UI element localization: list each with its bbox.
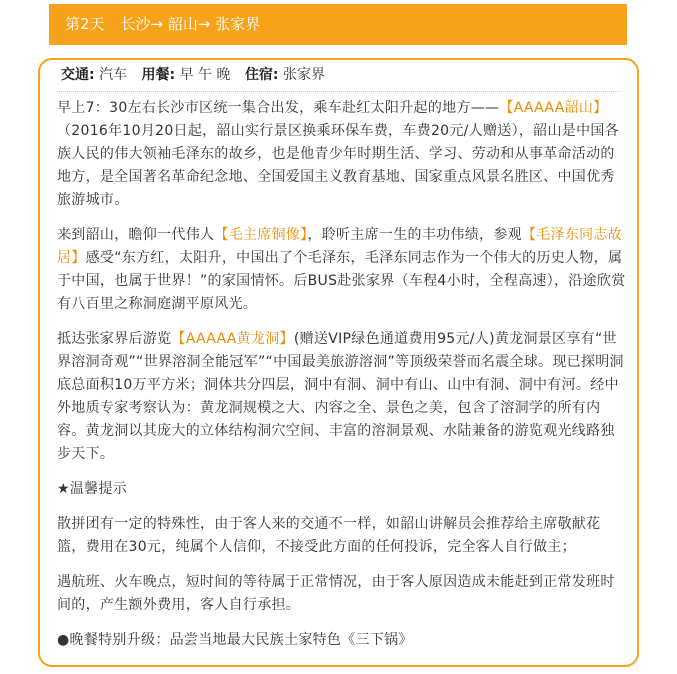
p2-text-b: ，聆听主席一生的丰功伟绩，参观 bbox=[307, 227, 522, 243]
p2-text-c: 感受“东方红，太阳升，中国出了个毛泽东，毛泽东同志作为一个伟大的历史人物，属于中国，也属于世界！”的家国情怀。后BUS赴张家界（车程4小时，全程高速），沿途欣赏有八百里之称洞庭湖平原风光。 bbox=[57, 250, 626, 312]
meal-value: 早 午 晚 bbox=[179, 67, 231, 83]
paragraph-mao-statue bbox=[57, 224, 627, 316]
transport-label: 交通: bbox=[61, 67, 95, 83]
p3-text-b: (赠送VIP绿色通道费用95元/人)黄龙洞景区享有“世界溶洞奇观”“世界溶洞全能冠军”“中国最美旅游溶洞”等顶级荣誉而名震全球。现已探明洞底总面积10万平方米；洞体共分四层，洞中有洞、洞中有山、山中有洞、洞中有河。经中外地质专家考察认为：黄龙洞规模之大、内容之全、景色之美，包含了溶洞学的所有内容。黄龙洞以其庞大的立体结构洞穴空间、丰富的溶洞景观、水陆兼备的游览观光线路独步天下。 bbox=[57, 331, 624, 462]
travel-meta bbox=[61, 65, 325, 85]
p1-text-b: （2016年10月20日起，韶山实行景区换乘环保车费，车费20元/人赠送），韶山是中国各族人民的伟大领袖毛泽东的故乡，也是他青少年时期生活、学习、劳动和从事革命活动的地方，是全国著名革命纪念地、全国爱国主义教育基地、国家重点风景名胜区、中国优秀旅游城市。 bbox=[57, 123, 619, 208]
itinerary-content bbox=[57, 97, 627, 664]
p2-text-a: 来到韶山，瞻仰一代伟人 bbox=[57, 227, 215, 243]
transport-value: 汽车 bbox=[99, 67, 128, 83]
paragraph-shaoshan bbox=[57, 97, 627, 212]
stay-label: 住宿: bbox=[244, 67, 279, 83]
p2-highlight-residence: 【毛泽东同志故居】 bbox=[57, 227, 623, 266]
p3-highlight-cave: 【AAAAA黄龙洞】 bbox=[171, 331, 294, 347]
dinner-upgrade: ●晚餐特别升级：品尝当地最大民族土家特色《三下锅》 bbox=[57, 632, 413, 648]
tip-delay: 遇航班、火车晚点，短时间的等待属于正常情况，由于客人原因造成未能赶到正常发班时间的，产生额外费用，客人自行承担。 bbox=[57, 574, 615, 613]
day-header bbox=[49, 4, 627, 45]
p3-text-a: 抵达张家界后游览 bbox=[57, 331, 172, 347]
meal-label: 用餐: bbox=[141, 67, 176, 83]
tips-title: ★温馨提示 bbox=[57, 481, 128, 497]
paragraph-huanglong-cave bbox=[57, 328, 627, 466]
p1-text-a: 早上7：30左右长沙市区统一集合出发，乘车赴红太阳升起的地方—— bbox=[57, 100, 500, 116]
stay-value: 张家界 bbox=[283, 67, 325, 83]
day-route: 长沙→ 韶山→ 张家界 bbox=[120, 15, 261, 33]
meta-divider bbox=[57, 91, 620, 92]
day-number: 第2天 bbox=[65, 15, 105, 33]
tip-flower-basket: 散拼团有一定的特殊性，由于客人来的交通不一样，如韶山讲解员会推荐给主席敬献花篮，费用在30元，纯属个人信仰，不接受此方面的任何投诉，完全客人自行做主； bbox=[57, 516, 601, 555]
p2-highlight-statue: 【毛主席铜像】 bbox=[214, 227, 308, 243]
p1-highlight-shaoshan: 【AAAAA韶山】 bbox=[499, 100, 608, 116]
